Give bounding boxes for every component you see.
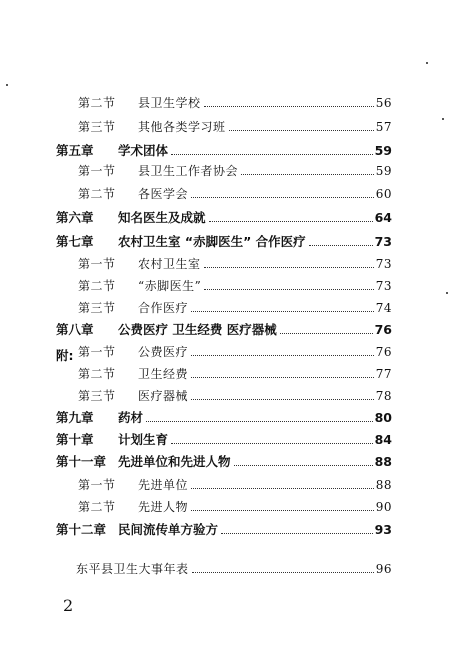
- toc-entry-page: 76: [375, 345, 392, 359]
- toc-entry-page: 80: [374, 410, 392, 425]
- toc-dot-leader: [192, 572, 374, 573]
- toc-dot-leader: [171, 443, 373, 444]
- toc-dot-leader: [280, 333, 373, 334]
- toc-section-row: [0, 298, 450, 318]
- toc-entry-title: 合作医疗: [138, 301, 189, 315]
- toc-entry-number: 第五章: [56, 143, 94, 158]
- toc-dot-leader: [229, 130, 374, 131]
- toc-dot-leader: [191, 197, 374, 198]
- toc-entry-page: 76: [374, 322, 392, 337]
- toc-entry-page: 59: [375, 164, 392, 178]
- toc-entry-number: 第三节: [78, 389, 116, 403]
- toc-entry-title: 公费医疗: [138, 345, 189, 359]
- toc-entry-title: 农村卫生室 “赤脚医生” 合作医疗: [118, 234, 306, 249]
- toc-entry-number: 第二节: [78, 500, 116, 514]
- toc-entry-title: 县卫生工作者协会: [138, 164, 239, 178]
- toc-dot-leader: [191, 311, 374, 312]
- toc-chapter-row: [0, 141, 450, 161]
- toc-chapter-row: [0, 320, 450, 340]
- toc-chapter-row: [0, 232, 450, 252]
- toc-section-row: [0, 254, 450, 274]
- toc-entry-number: 第一节: [78, 164, 116, 178]
- toc-entry-number: 第十章: [56, 432, 94, 447]
- toc-entry-title: 先进单位和先进人物: [118, 454, 231, 469]
- toc-dot-leader: [234, 465, 373, 466]
- toc-entry-number: 第三节: [78, 120, 116, 134]
- toc-entry-title: 先进单位: [138, 478, 189, 492]
- toc-entry-title: 公费医疗 卫生经费 医疗器械: [118, 322, 277, 337]
- toc-section-row: [0, 386, 450, 406]
- print-speck: [426, 62, 428, 64]
- toc-section-row: [0, 364, 450, 384]
- toc-entry-number: 第三节: [78, 301, 116, 315]
- toc-dot-leader: [171, 154, 373, 155]
- toc-entry-number: 第八章: [56, 322, 94, 337]
- toc-entry-number: 第二节: [78, 367, 116, 381]
- toc-entry-page: 90: [375, 500, 392, 514]
- toc-section-row: [0, 497, 450, 517]
- toc-entry-page: 93: [374, 522, 392, 537]
- toc-section-row: [0, 342, 450, 362]
- toc-dot-leader: [209, 221, 373, 222]
- toc-entry-title: 先进人物: [138, 500, 189, 514]
- toc-entry-title: “赤脚医生”: [138, 279, 202, 293]
- toc-dot-leader: [191, 399, 374, 400]
- toc-entry-page: 78: [375, 389, 392, 403]
- toc-entry-page: 88: [375, 478, 392, 492]
- toc-entry-title: 医疗器械: [138, 389, 189, 403]
- toc-entry-title: 知名医生及成就: [118, 210, 206, 225]
- toc-section-row: [0, 117, 450, 137]
- toc-dot-leader: [221, 533, 373, 534]
- toc-entry-page: 88: [374, 454, 392, 469]
- toc-entry-number: 第一节: [78, 257, 116, 271]
- toc-dot-leader: [241, 174, 374, 175]
- toc-entry-page: 57: [375, 120, 392, 134]
- toc-entry-number: 第一节: [78, 345, 116, 359]
- toc-entry-page: 73: [375, 257, 392, 271]
- print-speck: [6, 84, 8, 86]
- toc-chapter-row: [0, 408, 450, 428]
- toc-section-row: [0, 161, 450, 181]
- toc-chapter-row: [0, 520, 450, 540]
- toc-dot-leader: [204, 289, 373, 290]
- toc-section-row: [0, 93, 450, 113]
- toc-entry-number: 第二节: [78, 279, 116, 293]
- toc-entry-page: 56: [375, 96, 392, 110]
- toc-entry-title: 县卫生学校: [138, 96, 201, 110]
- toc-dot-leader: [191, 488, 374, 489]
- toc-entry-title: 各医学会: [138, 187, 189, 201]
- toc-entry-title: 民间流传单方验方: [118, 522, 219, 537]
- toc-entry-page: 74: [375, 301, 392, 315]
- toc-entry-number: 第二节: [78, 187, 116, 201]
- toc-entry-number: 第一节: [78, 478, 116, 492]
- toc-entry-number: 第六章: [56, 210, 94, 225]
- toc-entry-title: 计划生育: [118, 432, 169, 447]
- toc-entry-page: 84: [374, 432, 392, 447]
- toc-dot-leader: [204, 267, 374, 268]
- toc-entry-title: 学术团体: [118, 143, 169, 158]
- toc-entry-page: 73: [375, 279, 392, 293]
- toc-entry-number: 第七章: [56, 234, 94, 249]
- page-number: 2: [63, 596, 74, 615]
- toc-chapter-row: [0, 430, 450, 450]
- toc-entry-title: 农村卫生室: [138, 257, 201, 271]
- toc-entry-page: 73: [374, 234, 392, 249]
- toc-entry-title: 卫生经费: [138, 367, 189, 381]
- toc-section-row: [0, 276, 450, 296]
- toc-section-row: [0, 184, 450, 204]
- toc-dot-leader: [309, 245, 373, 246]
- toc-entry-page: 59: [374, 143, 392, 158]
- toc-entry-number: 第二节: [78, 96, 116, 110]
- appendix-label: 附:: [56, 348, 74, 363]
- toc-entry-page: 77: [375, 367, 392, 381]
- toc-chapter-row: [0, 452, 450, 472]
- toc-dot-leader: [191, 510, 374, 511]
- toc-dot-leader: [204, 106, 374, 107]
- toc-dot-leader: [191, 355, 374, 356]
- toc-entry-title: 东平县卫生大事年表: [76, 562, 189, 576]
- toc-dot-leader: [146, 421, 373, 422]
- toc-section-row: [0, 475, 450, 495]
- toc-chapter-row: [0, 208, 450, 228]
- toc-entry-title: 其他各类学习班: [138, 120, 226, 134]
- toc-entry-title: 药材: [118, 410, 144, 425]
- toc-entry-number: 第十二章: [56, 522, 107, 537]
- toc-entry-number: 第十一章: [56, 454, 107, 469]
- toc-entry-page: 96: [375, 562, 392, 576]
- toc-appendix-row: [0, 559, 450, 579]
- toc-entry-number: 第九章: [56, 410, 94, 425]
- toc-dot-leader: [191, 377, 374, 378]
- toc-entry-page: 60: [375, 187, 392, 201]
- toc-entry-page: 64: [374, 210, 392, 225]
